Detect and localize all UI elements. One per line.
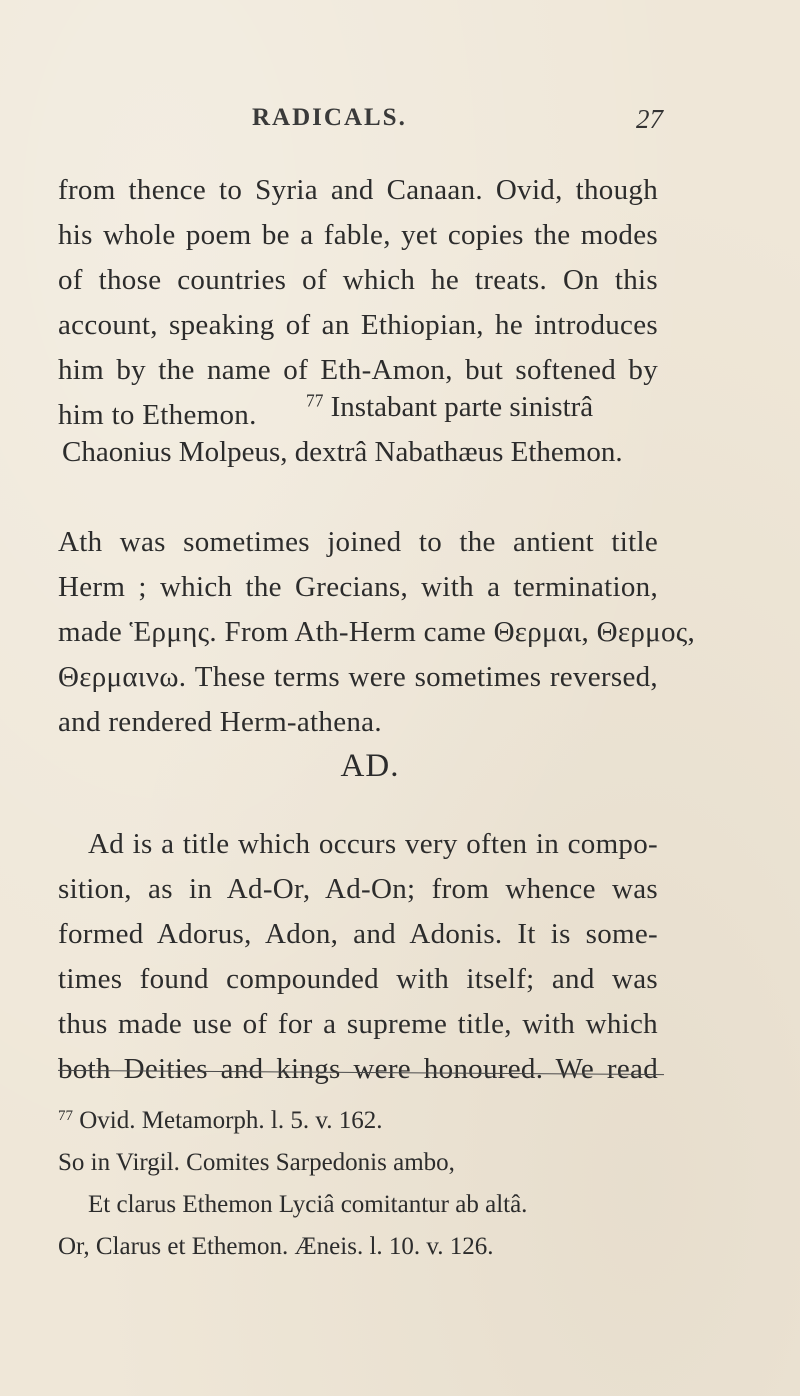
text-line: sition, as in Ad-Or, Ad-On; from whence was (58, 873, 658, 905)
text-line: from thence to Syria and Canaan. Ovid, though (58, 174, 658, 206)
text-line: him by the name of Eth-Amon, but softened by (58, 354, 658, 386)
paragraph-ath (58, 520, 696, 745)
text-line: Ad is a title which occurs very often in compo- (88, 828, 658, 860)
text-line: him to Ethemon. (58, 399, 257, 431)
text-line: thus made use of for a supreme title, with which (58, 1008, 658, 1040)
footnote-text: Ovid. Metamorph. l. 5. v. 162. (79, 1107, 383, 1134)
text-line: both Deities and kings were honoured. We read (58, 1053, 658, 1085)
running-title: RADICALS. (252, 104, 407, 131)
text-line: formed Adorus, Adon, and Adonis. It is some- (58, 918, 658, 950)
footnotes (58, 1100, 678, 1268)
text-line: Θερμαινω. These terms were sometimes reversed, (58, 661, 658, 693)
paragraph-ad (58, 822, 658, 1092)
text-line: made Ἑρμης. From Ath-Herm came Θερμαι, Θερμος, (58, 616, 696, 648)
running-head (0, 104, 800, 144)
text-line: Herm ; which the Grecians, with a termination, (58, 571, 658, 603)
footnote-line: So in Virgil. Comites Sarpedonis ambo, (58, 1149, 455, 1176)
footnote-line: Et clarus Ethemon Lyciâ comitantur ab altâ. (88, 1191, 528, 1218)
quote-text: Instabant parte sinistrâ (330, 391, 594, 423)
footnote-line (58, 1100, 678, 1142)
verse-quotation (58, 385, 658, 475)
text-line: Ath was sometimes joined to the antient title (58, 526, 658, 558)
text-line: of those countries of which he treats. On this (58, 264, 658, 296)
footnote-line: Or, Clarus et Ethemon. Æneis. l. 10. v. 126. (58, 1233, 494, 1260)
text-line: times found compounded with itself; and was (58, 963, 658, 995)
quote-line (58, 385, 658, 430)
text-line: and rendered Herm-athena. (58, 706, 382, 738)
page-number: 27 (636, 104, 663, 134)
text-line: his whole poem be a fable, yet copies the modes (58, 219, 658, 251)
footnote-marker: 77 (306, 390, 324, 411)
quote-line: Chaonius Molpeus, dextrâ Nabathæus Ethemon. (62, 436, 623, 468)
section-heading: AD. (340, 748, 400, 784)
text-line: account, speaking of an Ethiopian, he introduces (58, 309, 658, 341)
footnote-marker: 77 (58, 1107, 73, 1124)
